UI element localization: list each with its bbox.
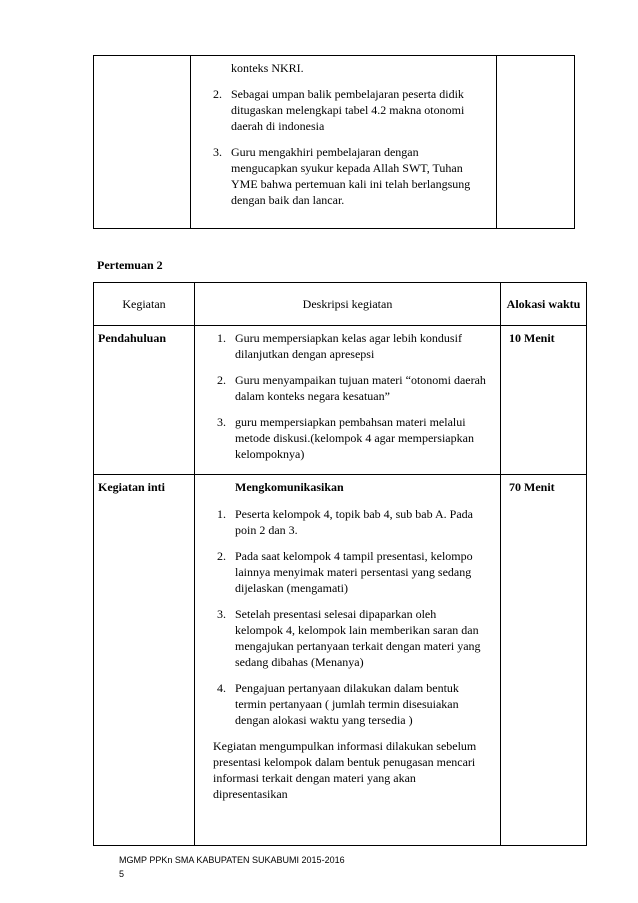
table-row xyxy=(94,326,587,475)
continued-kegiatan-cell xyxy=(94,56,191,229)
list-item: 1. Peserta kelompok 4, topik bab 4, sub bab A. Pada poin 2 dan 3. xyxy=(217,507,473,537)
row-kegiatan: Pendahuluan xyxy=(94,326,195,475)
row-alokasi: 10 Menit xyxy=(501,326,587,475)
list-item: 1. Guru mempersiapkan kelas agar lebih kondusif dilanjutkan dengan apresepsi xyxy=(217,331,462,361)
continued-alokasi-cell xyxy=(497,56,575,229)
list-item: 3. Setelah presentasi selesai dipaparkan oleh kelompok 4, kelompok lain memberikan saran dan mengajukan pertanyaan terkait dengan materi yang sedang dibahas (Menanya) xyxy=(217,607,481,669)
paragraph: Kegiatan mengumpulkan informasi dilakukan sebelum presentasi kelompok dalam bentuk penugasan mencari informasi terkait dengan materi yang akan dipresentasikan xyxy=(213,739,477,801)
list-item: 2. Pada saat kelompok 4 tampil presentasi, kelompo lainnya menyimak materi persentasi yang sedang dijelaskan (mengamati) xyxy=(217,549,473,595)
continued-desc-cell xyxy=(191,56,497,229)
header-kegiatan: Kegiatan xyxy=(94,283,195,326)
list-item: 3. guru mempersiapkan pembahsan materi melalui metode diskusi.(kelompok 4 agar mempersiapkan kelompoknya) xyxy=(217,415,474,461)
page-footer xyxy=(119,853,345,881)
page-number: 5 xyxy=(119,869,125,879)
continued-item: 3. Guru mengakhiri pembelajaran dengan mengucapkan syukur kepada Allah SWT, Tuhan YME bahwa pertemuan kali ini telah berlangsung dengan baik dan lancar. xyxy=(213,145,471,207)
header-deskripsi: Deskripsi kegiatan xyxy=(195,283,501,326)
continued-item: 2. Sebagai umpan balik pembelajaran peserta didik ditugaskan melengkapi tabel 4.2 makna otonomi daerah di indonesia xyxy=(213,87,465,133)
footer-text: MGMP PPKn SMA KABUPATEN SUKABUMI 2015-2016 xyxy=(119,855,345,865)
activity-table xyxy=(93,282,587,846)
continued-table xyxy=(93,55,575,229)
row-kegiatan: Kegiatan inti xyxy=(94,475,195,846)
row-deskripsi xyxy=(195,475,501,846)
row-alokasi: 70 Menit xyxy=(501,475,587,846)
row-deskripsi xyxy=(195,326,501,475)
subheading: Mengkomunikasikan xyxy=(235,480,344,494)
continued-item: konteks NKRI. xyxy=(231,61,304,75)
table-header-row xyxy=(94,283,587,326)
list-item: 4. Pengajuan pertanyaan dilakukan dalam bentuk termin pertanyaan ( jumlah termin disesuiakan dengan alokasi waktu yang tersedia ) xyxy=(217,681,459,727)
header-alokasi: Alokasi waktu xyxy=(501,283,587,326)
section-title: Pertemuan 2 xyxy=(97,258,163,272)
list-item: 2. Guru menyampaikan tujuan materi “otonomi daerah dalam konteks negara kesatuan” xyxy=(217,373,486,403)
table-row xyxy=(94,475,587,846)
